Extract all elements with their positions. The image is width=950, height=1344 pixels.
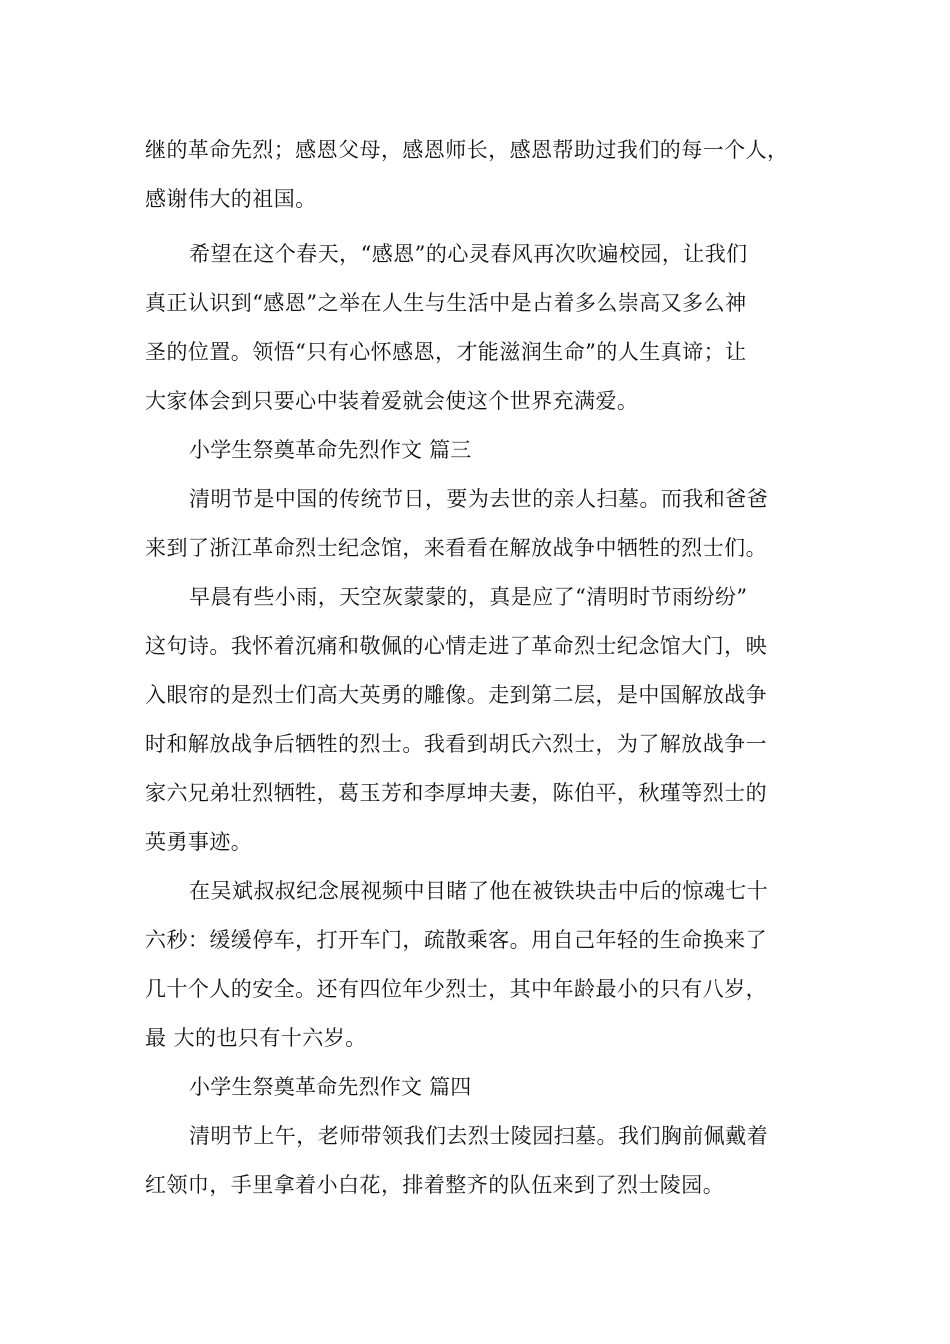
text-line: 几十个人的安全。还有四位年少烈士，其中年龄最小的只有八岁， (145, 977, 768, 1001)
paragraph-line: 在吴斌叔叔纪念展视频中目睹了他在被铁块击中后的惊魂七十 (189, 879, 769, 903)
text-line: 感谢伟大的祖国。 (145, 187, 317, 211)
text-line: 时和解放战争后牺牲的烈士。我看到胡氏六烈士，为了解放战争一 (145, 732, 768, 756)
text-line: 来到了浙江革命烈士纪念馆，来看看在解放战争中牺牲的烈士们。 (145, 536, 768, 560)
text-line: 红领巾，手里拿着小白花，排着整齐的队伍来到了烈士陵园。 (145, 1173, 725, 1197)
section-heading: 小学生祭奠革命先烈作文 篇四 (189, 1075, 472, 1099)
paragraph-line: 希望在这个春天，“感恩”的心灵春风再次吹遍校园，让我们 (189, 242, 748, 266)
text-line: 入眼帘的是烈士们高大英勇的雕像。走到第二层，是中国解放战争 (145, 683, 768, 707)
paragraph-line: 清明节上午，老师带领我们去烈士陵园扫墓。我们胸前佩戴着 (189, 1124, 769, 1148)
document-body (145, 126, 807, 1210)
section-heading: 小学生祭奠革命先烈作文 篇三 (189, 438, 472, 462)
text-line: 六秒：缓缓停车，打开车门，疏散乘客。用自己年轻的生命换来了 (145, 928, 768, 952)
text-line: 英勇事迹。 (145, 830, 253, 854)
text-line: 大家体会到只要心中装着爱就会使这个世界充满爱。 (145, 389, 639, 413)
paragraph-line: 早晨有些小雨，天空灰蒙蒙的，真是应了“清明时节雨纷纷” (189, 585, 748, 609)
text-line: 最 大的也只有十六岁。 (145, 1026, 367, 1050)
text-line: 圣的位置。领悟“只有心怀感恩，才能滋润生命”的人生真谛；让 (145, 340, 747, 364)
paragraph-line: 清明节是中国的传统节日，要为去世的亲人扫墓。而我和爸爸 (189, 487, 769, 511)
text-line: 继的革命先烈；感恩父母，感恩师长，感恩帮助过我们的每一个人， (145, 138, 789, 162)
text-line: 真正认识到“感恩”之举在人生与生活中是占着多么崇高又多么神 (145, 291, 747, 315)
text-line: 这句诗。我怀着沉痛和敬佩的心情走进了革命烈士纪念馆大门，映 (145, 634, 768, 658)
text-line: 家六兄弟壮烈牺牲，葛玉芳和李厚坤夫妻，陈伯平，秋瑾等烈士的 (145, 781, 768, 805)
